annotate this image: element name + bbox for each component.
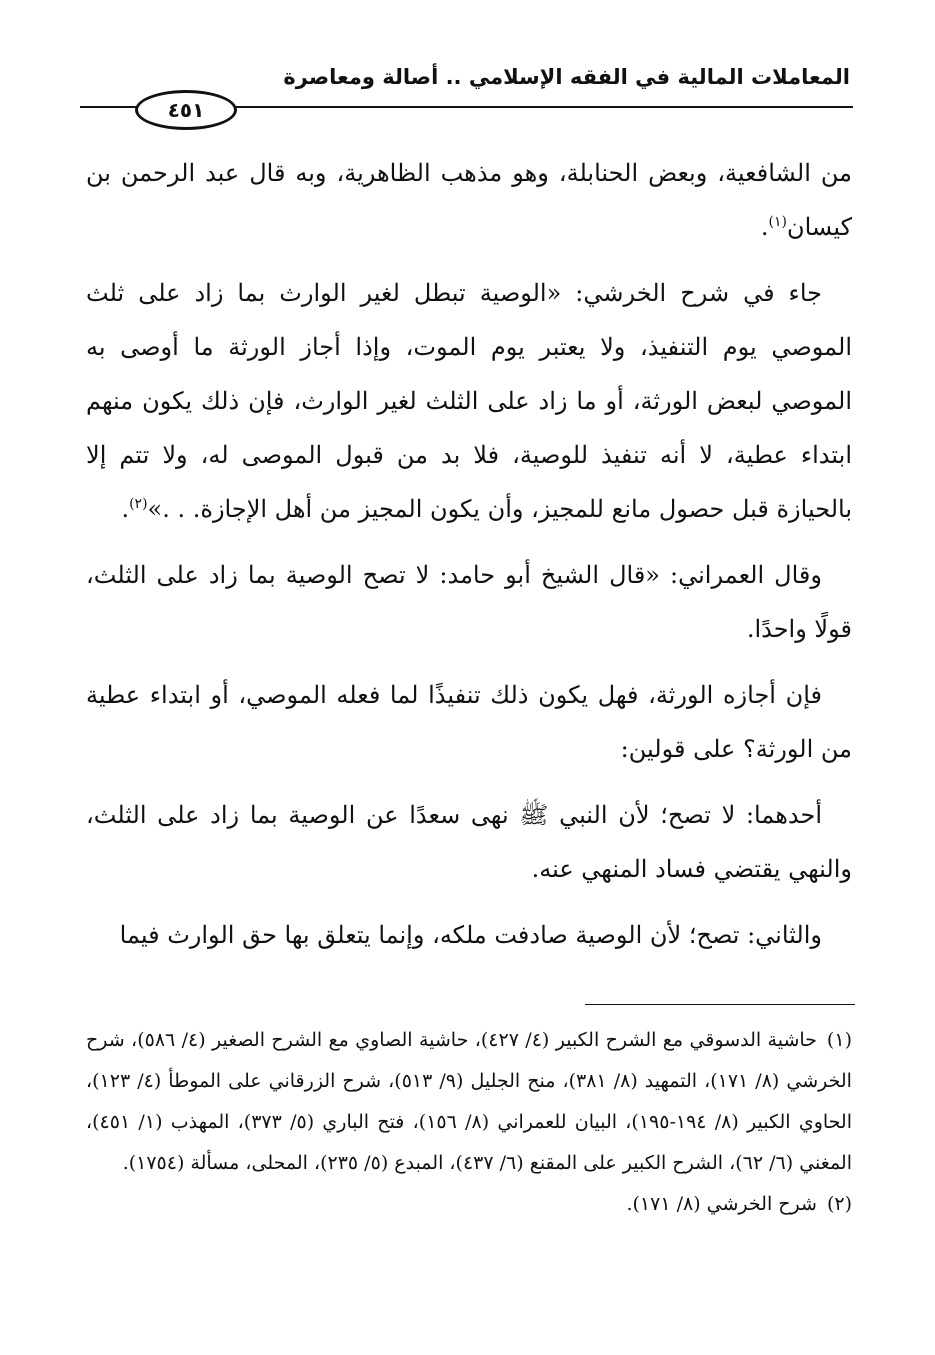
paragraph-1-end: .: [760, 213, 769, 241]
footnote-ref-1: (١): [768, 214, 787, 230]
footnote-2: [86, 1184, 852, 1225]
paragraph-2-end: .: [121, 495, 130, 523]
paragraph-6: والثاني: تصح؛ لأن الوصية صادفت ملكه، وإنما يتعلق بها حق الوارث فيما: [119, 921, 822, 949]
footnotes: [86, 1020, 852, 1225]
paragraph-2-text: جاء في شرح الخرشي: «الوصية تبطل لغير الوارث بما زاد على ثلث الموصي يوم التنفيذ، ولا يعتبر يوم الموت، وإذا أجاز الورثة ما أوصى به الموصي لبعض الورثة، أو ما زاد على الثلث لغير الوارث، فإن ذلك يكون منهم ابتداء عطية، لا أنه تنفيذ للوصية، فلا بد من قبول الموصى له، ولا تتم إلا بالحيازة قبل حصول مانع للمجيز، وأن يكون المجيز من أهل الإجازة. . .»: [86, 279, 852, 523]
running-header-title: المعاملات المالية في الفقه الإسلامي .. أصالة ومعاصرة: [283, 65, 850, 89]
paragraph-1-text: من الشافعية، وبعض الحنابلة، وهو مذهب الظاهرية، وبه قال عبد الرحمن بن كيسان: [86, 159, 852, 241]
paragraph-5: أحدهما: لا تصح؛ لأن النبي ﷺ نهى سعدًا عن الوصية بما زاد على الثلث، والنهي يقتضي فساد المنهي عنه.: [86, 801, 852, 883]
footnote-1: [86, 1020, 852, 1184]
footnote-2-number: (٢): [826, 1193, 852, 1215]
footnote-1-text: حاشية الدسوقي مع الشرح الكبير (٤/ ٤٢٧)، حاشية الصاوي مع الشرح الصغير (٤/ ٥٨٦)، شرح الخرشي (٨/ ١٧١)، التمهيد (٨/ ٣٨١)، منح الجليل (٩/ ٥١٣)، شرح الزرقاني على الموطأ (٤/ ١٢٣)، الحاوي الكبير (٨/ ١٩٤-١٩٥)، البيان للعمراني (٨/ ١٥٦)، فتح الباري (٥/ ٣٧٣)، المهذب (١/ ٤٥١)، المغني (٦/ ٦٢)، الشرح الكبير على المقنع (٦/ ٤٣٧)، المبدع (٥/ ٢٣٥)، المحلى، مسألة (١٧٥٤).: [86, 1029, 852, 1174]
footnote-1-number: (١): [826, 1029, 852, 1051]
main-text: [86, 146, 852, 974]
paragraph-4: فإن أجازه الورثة، فهل يكون ذلك تنفيذًا لما فعله الموصي، أو ابتداء عطية من الورثة؟ على قولين:: [86, 681, 852, 763]
page-number-badge: ٤٥١: [135, 90, 237, 130]
paragraph-3: وقال العمراني: «قال الشيخ أبو حامد: لا تصح الوصية بما زاد على الثلث، قولًا واحدًا.: [86, 561, 852, 643]
paragraph-1: [86, 146, 852, 254]
footnote-ref-2: (٢): [129, 496, 148, 512]
paragraph-2: [86, 266, 852, 536]
footnote-separator: [585, 1004, 855, 1005]
footnote-2-text: شرح الخرشي (٨/ ١٧١).: [626, 1193, 817, 1215]
